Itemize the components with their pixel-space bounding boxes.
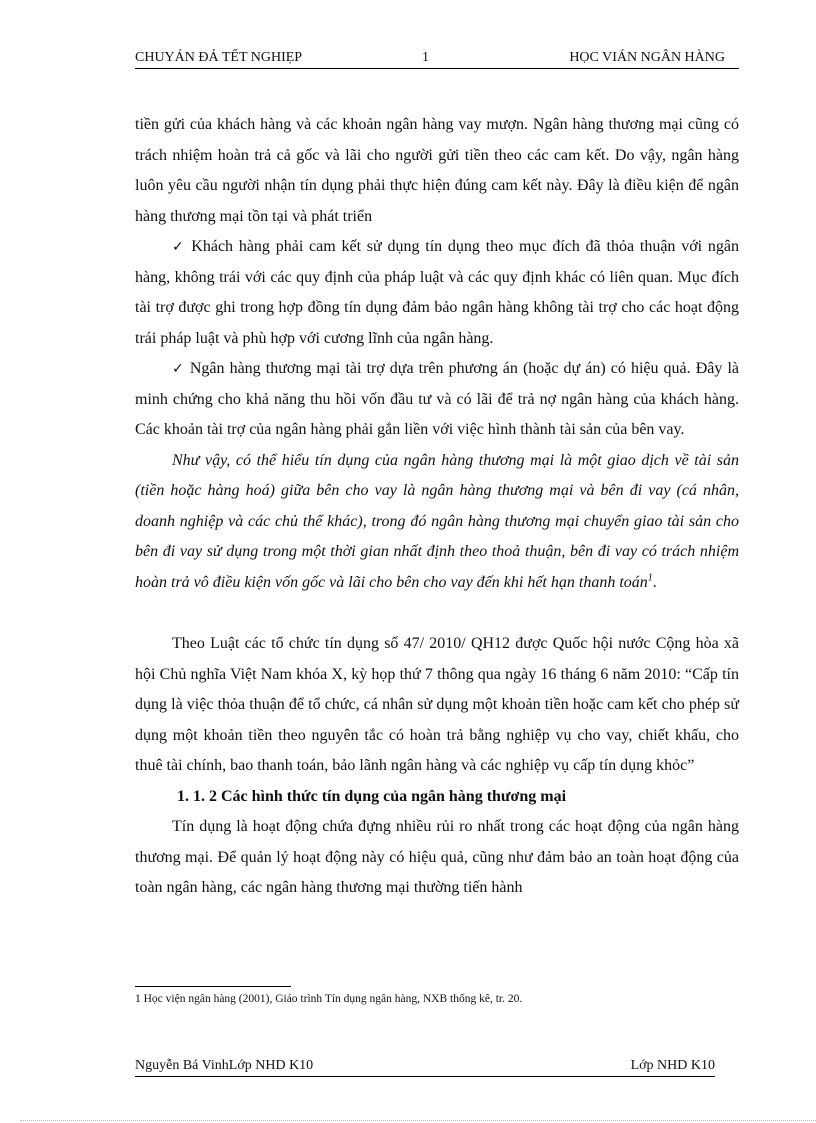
paragraph-4-text: Như vậy, có thể hiểu tín dụng của ngân hàng thương mại là một giao dịch về tài sản (tiền hoặc hàng hoá) giữa bên cho vay là ngân hàng thương mại và bên đi vay (cá nhân, doanh nghiệp và các chủ thể khác), trong đó ngân hàng thương mại chuyển giao tài sản cho bên đi vay sử dụng trong một thời gian nhất định theo thoả thuận, bên đi vay có trách nhiệm hoàn trả vô điều kiện vốn gốc và lãi cho bên cho vay đến khi hết hạn thanh toán: [135, 451, 739, 591]
footer-left: Nguyễn Bá VinhLớp NHD K10: [135, 1058, 314, 1073]
paragraph-gap: [135, 598, 739, 629]
document-body: [135, 110, 739, 904]
page-edge-divider: [20, 1120, 816, 1121]
check-mark-icon: ✓: [172, 361, 185, 377]
paragraph-3-text: Ngân hàng thương mại tài trợ dựa trên phương án (hoặc dự án) có hiệu quả. Đây là minh chứng cho khả năng thu hồi vốn đầu tư và có lãi để trả nợ ngân hàng của khách hàng. Các khoản tài trợ của ngân hàng phải gắn liền với việc hình thành tài sản của bên vay.: [135, 360, 739, 438]
footnote-number: 1: [135, 993, 141, 1005]
header-right-title: HỌC VIÁN NGÂN HÀNG: [569, 50, 725, 65]
header-page-number: 1: [422, 50, 429, 65]
paragraph-1: tiền gửi của khách hàng và các khoản ngân hàng vay mượn. Ngân hàng thương mại cũng có trách nhiệm hoàn trả cả gốc và lãi cho người gửi tiền theo các cam kết. Do vậy, ngân hàng luôn yêu cầu người nhận tín dụng phải thực hiện đúng cam kết này. Đây là điều kiện để ngân hàng thương mại tồn tại và phát triển: [135, 116, 739, 225]
paragraph-5: Theo Luật các tổ chức tín dụng số 47/ 2010/ QH12 được Quốc hội nước Cộng hòa xã hội Chủ nghĩa Việt Nam khóa X, kỳ họp thứ 7 thông qua ngày 16 tháng 6 năm 2010: “Cấp tín dụng là việc thỏa thuận để tổ chức, cá nhân sử dụng một khoản tiền hoặc cam kết cho phép sử dụng một khoản tiền theo nguyên tắc có hoàn trả bằng nghiệp vụ cho vay, chiết khấu, cho thuê tài chính, bao thanh toán, bảo lãnh ngân hàng và các nghiệp vụ cấp tín dụng khỏc”: [135, 635, 739, 774]
page-header: [135, 48, 739, 69]
footer-right: Lớp NHD K10: [630, 1058, 715, 1073]
check-mark-icon: ✓: [172, 239, 186, 255]
header-left-title: CHUYÁN ĐẢ TẾT NGHIẸP: [135, 50, 303, 65]
paragraph-6: Tín dụng là hoạt động chứa đựng nhiều rủi ro nhất trong các hoạt động của ngân hàng thương mại. Để quản lý hoạt động này có hiệu quả, cũng như đảm bảo an toàn hoạt động của toàn ngân hàng, các ngân hàng thương mại thường tiến hành: [135, 818, 739, 896]
paragraph-4: [135, 446, 739, 599]
paragraph-4-end: .: [652, 573, 657, 591]
section-heading: 1. 1. 2 Các hình thức tín dụng của ngân hàng thương mại: [177, 787, 567, 805]
footnote-separator: [135, 986, 291, 987]
footnote-text: Học viện ngân hàng (2001), Giáo trình Tín dụng ngân hàng, NXB thống kê, tr. 20.: [140, 993, 523, 1005]
paragraph-3: [135, 354, 739, 446]
footnote-ref: 1: [647, 572, 653, 584]
footnote: [135, 993, 522, 1005]
paragraph-2: [135, 232, 739, 354]
page-footer: [135, 1058, 715, 1077]
paragraph-2-text: Khách hàng phải cam kết sử dụng tín dụng theo mục đích đã thỏa thuận với ngân hàng, không trái với các quy định của pháp luật và các quy định khác có liên quan. Mục đích tài trợ được ghi trong hợp đồng tín dụng đảm bảo ngân hàng không tài trợ cho các hoạt động trái pháp luật và phù hợp với cương lĩnh của ngân hàng.: [135, 238, 740, 347]
